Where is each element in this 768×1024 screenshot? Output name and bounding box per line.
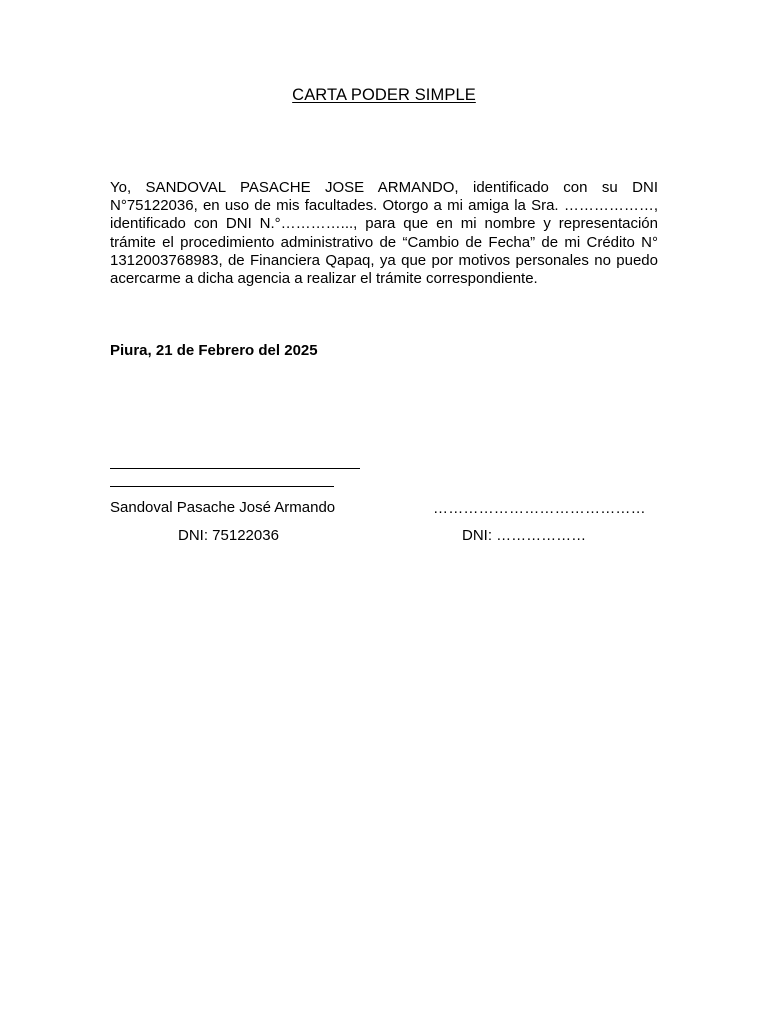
document-title: CARTA PODER SIMPLE [292, 86, 476, 104]
proxy-name-blank: …………………………………… [433, 500, 646, 517]
proxy-dni-blank: DNI: ……………… [462, 527, 587, 544]
date-line: Piura, 21 de Febrero del 2025 [110, 342, 318, 359]
signature-line-secondary [110, 486, 334, 487]
signature-line [110, 468, 360, 469]
body-paragraph: Yo, SANDOVAL PASACHE JOSE ARMANDO, identificado con su DNI N°75122036, en uso de mis facultades. Otorgo a mi amiga la Sra. ………………, identificado con DNI N.°…………..., para que en mi nombre y representación trámite el procedimiento administrativo de “Cambio de Fecha” de mi Crédito N° 1312003768983, de Financiera Qapaq, ya que por motivos personales no puedo acercarme a dicha agencia a realizar el trámite correspondiente. [110, 179, 658, 288]
grantor-dni: DNI: 75122036 [178, 527, 279, 544]
grantor-name: Sandoval Pasache José Armando [110, 499, 336, 516]
